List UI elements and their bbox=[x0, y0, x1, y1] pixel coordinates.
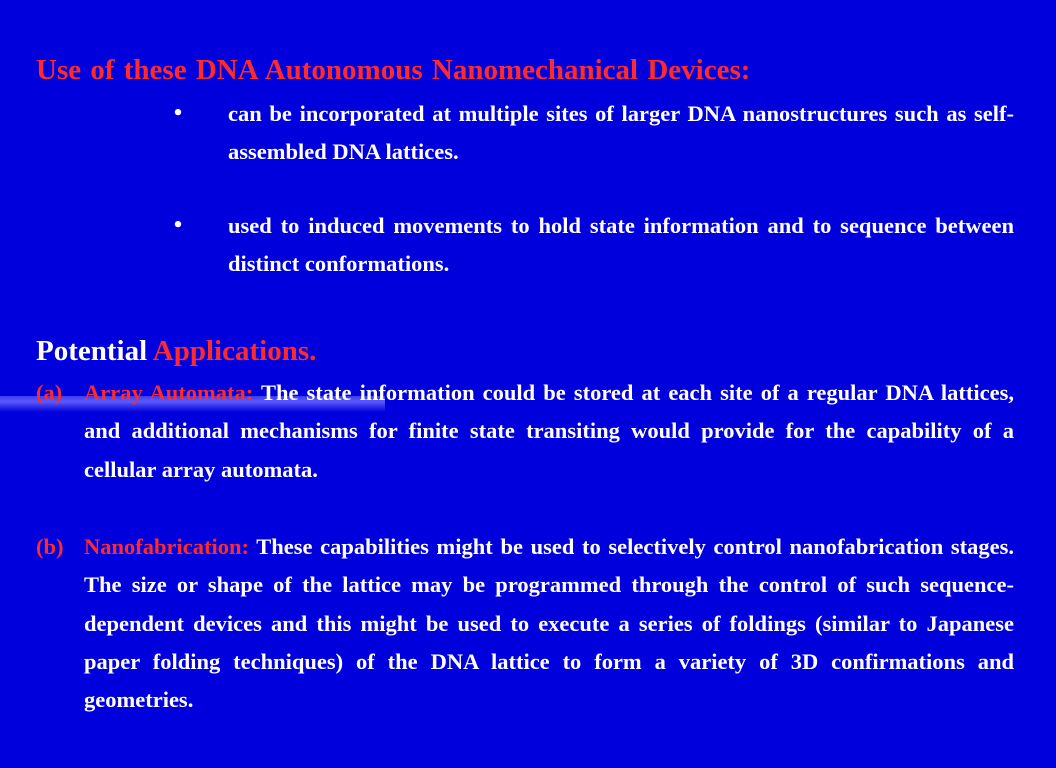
heading-potential-applications bbox=[36, 334, 316, 368]
bullet-item-movements: used to induced movements to hold state information and to sequence between distinct conformations. bbox=[228, 213, 1014, 276]
application-text: These capabilities might be used to selectively control nanofabrication stages. The size or shape of the lattice may be programmed through the control of such sequence-dependent devices and this might be used to execute a series of foldings (similar to Japanese paper folding techniques) of the DNA lattice to form a variety of 3D confirmations and geometries. bbox=[84, 534, 1014, 713]
heading-use-of-devices: Use of these DNA Autonomous Nanomechanical Devices: bbox=[36, 54, 751, 86]
application-item-array-automata bbox=[84, 374, 1014, 489]
application-text: The state information could be stored at each site of a regular DNA lattices, and additional mechanisms for finite state transiting would provide for the capability of a cellular array automata. bbox=[84, 380, 1014, 482]
heading-potential-word: Potential bbox=[36, 335, 153, 367]
heading-applications-word: Applications. bbox=[152, 335, 317, 367]
bullet-dot-icon: • bbox=[172, 103, 184, 124]
application-title: Nanofabrication: bbox=[84, 534, 249, 559]
bullet-dot-icon: • bbox=[172, 215, 184, 236]
bullet-item-incorporation: can be incorporated at multiple sites of larger DNA nanostructures such as self-assembled DNA lattices. bbox=[228, 101, 1014, 164]
application-label-b: (b) bbox=[36, 534, 64, 559]
application-label-a: (a) bbox=[36, 380, 63, 405]
application-title: Array Automata: bbox=[84, 380, 254, 405]
application-item-nanofabrication bbox=[84, 528, 1014, 719]
